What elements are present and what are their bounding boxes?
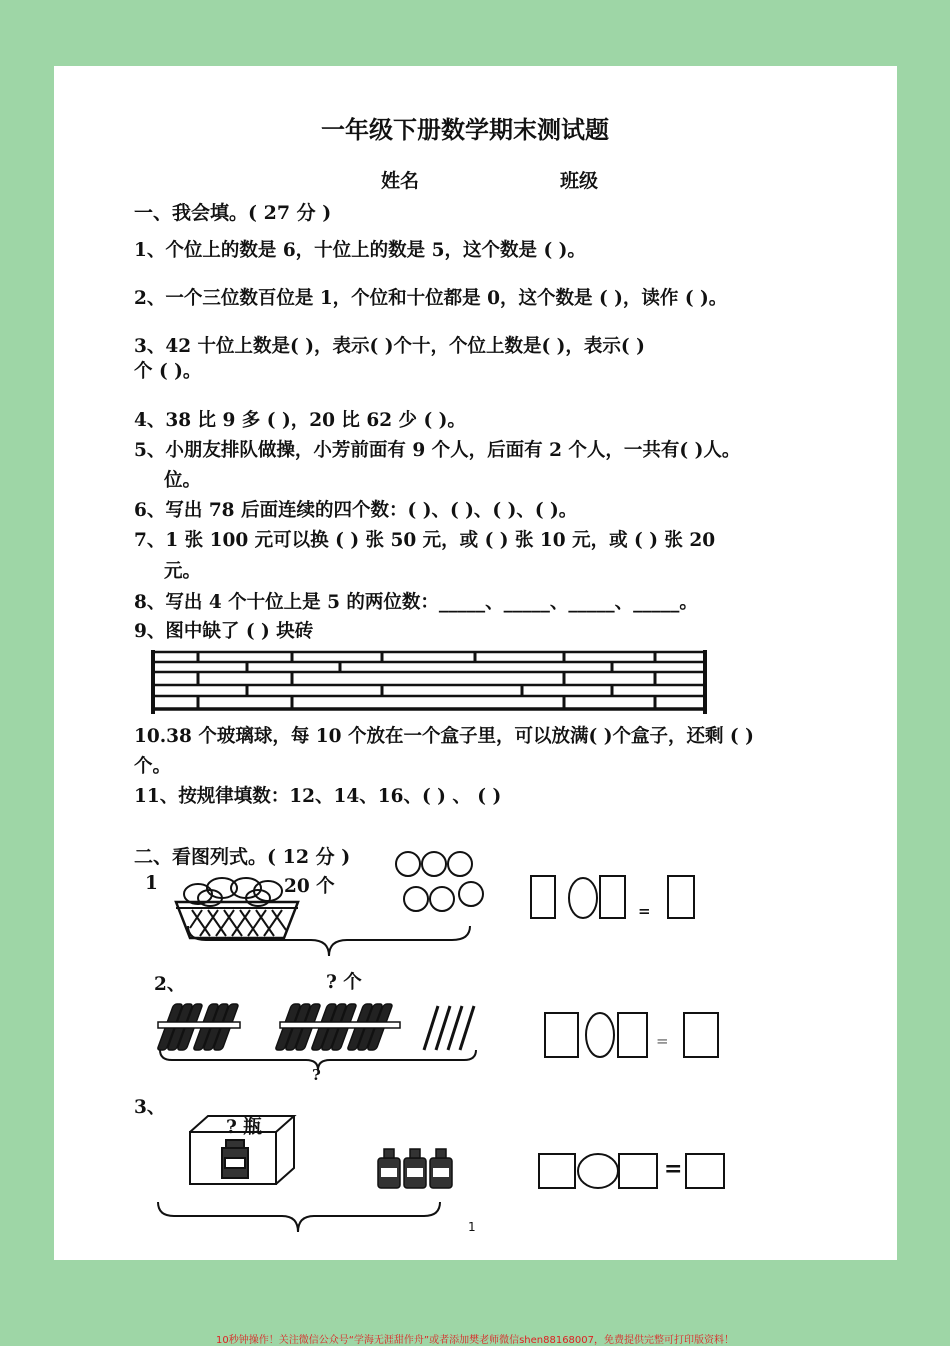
question-10-cont: 个。 [134, 756, 172, 777]
problem2-question-label: ? 个 [326, 972, 362, 993]
bottles-image [376, 1146, 456, 1190]
question-3: 3、42 十位上数是( )，表示( )个十，个位上数是( )，表示( ) [134, 336, 645, 357]
problem1-number: 1 [145, 873, 158, 894]
question-5-cont: 位。 [164, 470, 202, 491]
problem3-box-label: ? 瓶 [226, 1117, 262, 1138]
question-7: 7、1 张 100 元可以换 ( ) 张 50 元，或 ( ) 张 10 元，或 ( ) 张 20 [134, 530, 716, 551]
problem3-number: 3、 [134, 1097, 166, 1118]
question-3-cont: 个 ( )。 [134, 361, 202, 382]
question-5: 5、小朋友排队做操，小芳前面有 9 个人，后面有 2 个人，一共有( )人。 [134, 440, 741, 461]
equals-sign-3: = [664, 1156, 683, 1182]
question-7-cont: 元。 [164, 561, 202, 582]
question-10: 10.38 个玻璃球，每 10 个放在一个盒子里，可以放满( )个盒子，还剩 ( ) [134, 726, 754, 747]
question-2: 2、一个三位数百位是 1，个位和十位都是 0，这个数是 ( )，读作 ( )。 [134, 288, 728, 309]
section2-heading: 二、看图列式。( 12 分 ) [134, 846, 351, 868]
question-6: 6、写出 78 后面连续的四个数：( )、( )、( )、( )。 [134, 500, 578, 521]
question-8: 8、写出 4 个十位上是 5 的两位数：_____、_____、_____、_____。 [134, 592, 698, 613]
problem3-brace [156, 1200, 446, 1236]
page-title: 一年级下册数学期末测试题 [321, 115, 609, 144]
circles-group [394, 850, 489, 916]
problem1-count-label: 20 个 [284, 876, 335, 897]
equation-boxes-3 [536, 1150, 728, 1192]
page-number: 1 [468, 1220, 476, 1234]
equals-sign-1: = [638, 902, 651, 920]
question-1: 1、个位上的数是 6，十位上的数是 5，这个数是 ( )。 [134, 240, 586, 261]
problem2-brace-question: ? [312, 1066, 321, 1084]
problem2-number: 2、 [154, 974, 186, 995]
brick-wall-figure [152, 648, 708, 716]
equation-boxes-1 [528, 872, 698, 924]
question-11: 11、按规律填数：12、14、16、( ) 、 ( ) [134, 786, 502, 807]
section1-heading: 一、我会填。( 27 分 ) [134, 202, 332, 224]
name-label: 姓名 [381, 170, 420, 192]
equals-sign-2: = [656, 1032, 669, 1050]
question-9: 9、图中缺了 ( ) 块砖 [134, 621, 314, 642]
problem1-brace [186, 922, 476, 962]
class-label: 班级 [560, 170, 599, 192]
equation-boxes-2 [542, 1010, 722, 1060]
question-4: 4、38 比 9 多 ( )，20 比 62 少 ( )。 [134, 410, 466, 431]
promo-footer: 10秒钟操作！关注微信公众号“学海无涯甜作舟”或者添加樊老师微信shen88168007，免费提供完整可打印版资料！ [215, 1335, 735, 1346]
